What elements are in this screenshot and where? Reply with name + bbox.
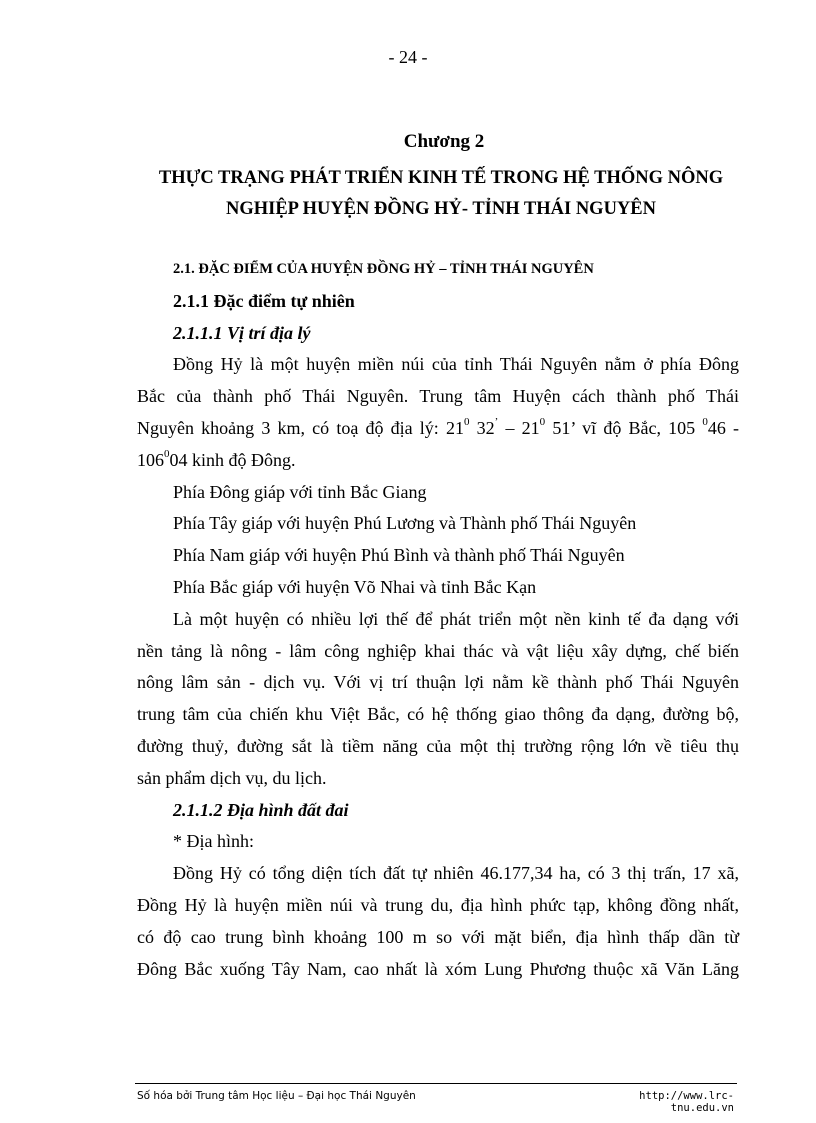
paragraph-line: trung tâm của chiến khu Việt Bắc, có hệ thống giao thông đa dạng, đường bộ, xyxy=(137,704,739,725)
terrain-heading: 2.1.1.2 Địa hình đất đai xyxy=(173,799,349,820)
subsection-heading: 2.1.1 Đặc điểm tự nhiên xyxy=(173,290,355,311)
page-number: - 24 - xyxy=(388,47,428,67)
chapter-label: Chương 2 xyxy=(403,131,485,152)
paragraph-line: Đồng Hỷ là huyện miền núi và trung du, địa hình phức tạp, không đồng nhất, xyxy=(137,894,739,915)
paragraph-line: Bắc của thành phố Thái Nguyên. Trung tâm Huyện cách thành phố Thái xyxy=(137,386,739,407)
border-west: Phía Tây giáp với huyện Phú Lương và Thành phố Thái Nguyên xyxy=(173,513,637,534)
footer-source: Số hóa bởi Trung tâm Học liệu – Đại học Thái Nguyên xyxy=(137,1090,416,1102)
paragraph-line: có độ cao trung bình khoảng 100 m so với mặt biển, địa hình thấp dần từ xyxy=(137,926,739,947)
section-heading: 2.1. ĐẶC ĐIỂM CỦA HUYỆN ĐỒNG HỶ – TỈNH THÁI NGUYÊN xyxy=(173,261,594,277)
paragraph-line: nền tảng là nông - lâm công nghiệp khai thác và vật liệu xây dựng, chế biến xyxy=(137,640,739,661)
border-north: Phía Bắc giáp với huyện Võ Nhai và tỉnh Bắc Kạn xyxy=(173,576,537,597)
paragraph-line: Đồng Hỷ có tổng diện tích đất tự nhiên 46.177,34 ha, có 3 thị trấn, 17 xã, xyxy=(173,863,739,884)
paragraph-line: nông lâm sản - dịch vụ. Với vị trí thuận lợi nằm kề thành phố Thái Nguyên xyxy=(137,672,739,693)
body-text xyxy=(137,254,739,985)
footer-divider xyxy=(135,1083,737,1084)
border-east: Phía Đông giáp với tỉnh Bắc Giang xyxy=(173,481,427,502)
terrain-bullet: * Địa hình: xyxy=(173,831,254,852)
location-heading: 2.1.1.1 Vị trí địa lý xyxy=(173,322,311,343)
chapter-title-line-2: NGHIỆP HUYỆN ĐỒNG HỶ- TỈNH THÁI NGUYÊN xyxy=(225,199,656,219)
border-south: Phía Nam giáp với huyện Phú Bình và thành phố Thái Nguyên xyxy=(173,545,625,566)
chapter-title-line-1: THỰC TRẠNG PHÁT TRIỂN KINH TẾ TRONG HỆ THỐNG NÔNG xyxy=(158,168,724,188)
coordinates-line-end: $106^004$ kinh độ Đông. xyxy=(137,447,296,470)
paragraph-line: Đông Bắc xuống Tây Nam, cao nhất là xóm Lung Phương thuộc xã Văn Lăng xyxy=(137,958,739,979)
coordinates-line: Nguyên khoảng 3 km, có toạ độ địa lý: $21^0$ $32^’ - 21^0$ 51’ vĩ độ Bắc, 105 $^0$46 - xyxy=(137,415,740,438)
paragraph-line: Là một huyện có nhiều lợi thế để phát triển một nền kinh tế đa dạng với xyxy=(173,608,739,629)
chapter-title xyxy=(135,163,747,225)
paragraph-line: đường thuỷ, đường sắt là tiềm năng của một thị trường rộng lớn về tiêu thụ xyxy=(137,735,739,756)
footer-url: http://www.lrc-tnu.edu.vn xyxy=(639,1090,734,1114)
paragraph-line: sản phẩm dịch vụ, du lịch. xyxy=(137,767,327,788)
paragraph-line: Đồng Hỷ là một huyện miền núi của tỉnh Thái Nguyên nằm ở phía Đông xyxy=(173,354,739,375)
